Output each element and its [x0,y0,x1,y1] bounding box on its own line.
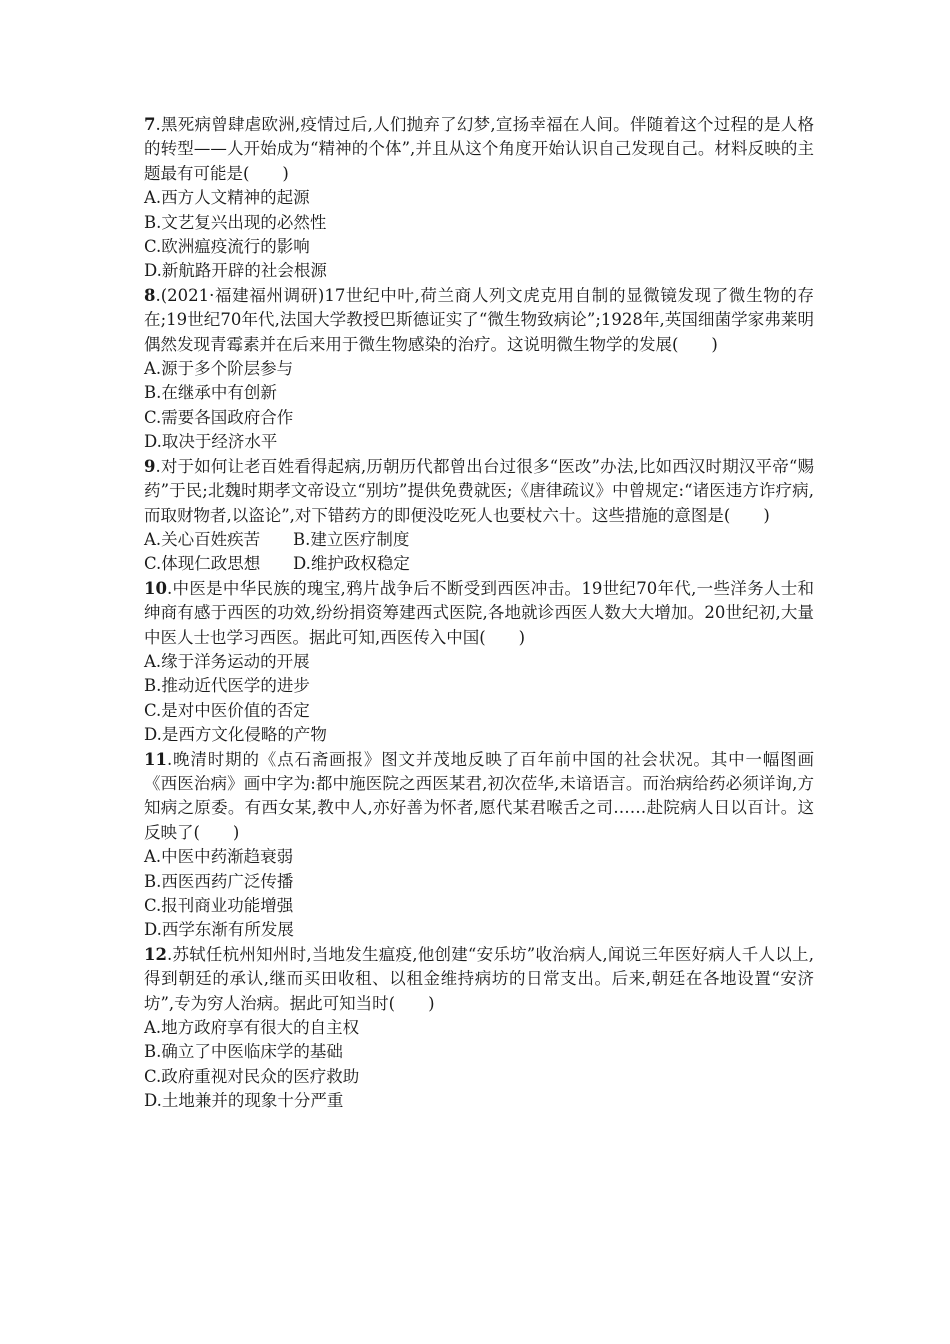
question-7 [144,113,814,284]
question-text: .对于如何让老百姓看得起病,历朝历代都曾出台过很多“医改”办法,比如西汉时期汉平帝“赐药”于民;北魏时期孝文帝设立“别坊”提供免费就医;《唐律疏议》中曾规定:“诸医违方诈疗病,而取财物者,以盗论”,对下错药方的即便没吃死人也要杖六十。这些措施的意图是( ) [144,456,814,525]
question-number: 9 [144,456,156,476]
option-b: B.文艺复兴出现的必然性 [144,212,327,232]
option-d: D.是西方文化侵略的产物 [144,725,327,745]
question-text: .晚清时期的《点石斋画报》图文并茂地反映了百年前中国的社会状况。其中一幅图画《西医治病》画中字为:都中施医院之西医某君,初次莅华,未谙语言。而治病给药必须详询,方知病之原委。有西女某,教中人,亦好善为怀者,愿代某君喉舌之司……赴院病人日以百计。这反映了( ) [144,749,814,842]
question-stem [144,943,814,1016]
option-d: D.土地兼并的现象十分严重 [144,1091,344,1111]
option-b: B.西医西药广泛传播 [144,871,294,891]
option-a: A.地方政府享有很大的自主权 [144,1018,360,1038]
question-stem [144,284,814,357]
question-9 [144,455,814,577]
question-number: 7 [144,115,156,134]
exam-page [144,113,814,1114]
question-number: 11 [144,749,167,769]
question-stem [144,748,814,846]
question-stem [144,455,814,528]
option-row [144,552,814,576]
question-text: .(2021·福建福州调研)17世纪中叶,荷兰商人列文虎克用自制的显微镜发现了微生物的存在;19世纪70年代,法国大学教授巴斯德证实了“微生物致病论”;1928年,英国细菌学家弗莱明偶然发现青霉素并在后来用于微生物感染的治疗。这说明微生物学的发展( ) [144,285,814,354]
option-d: D.取决于经济水平 [144,432,278,452]
option-d: D.西学东渐有所发展 [144,920,294,940]
option-c: C.是对中医价值的否定 [144,700,310,720]
option-c: C.体现仁政思想 [144,554,261,574]
option-a: A.中医中药渐趋衰弱 [144,847,294,867]
question-number: 8 [144,285,156,305]
option-b: B.确立了中医临床学的基础 [144,1042,343,1062]
option-c: C.报刊商业功能增强 [144,896,294,915]
question-stem [144,113,814,186]
option-a: A.关心百姓疾苦 [144,529,261,549]
question-text: .苏轼任杭州知州时,当地发生瘟疫,他创建“安乐坊”收治病人,闻说三年医好病人千人以上,得到朝廷的承认,继而买田收租、以租金维持病坊的日常支出。后来,朝廷在各地设置“安济坊”,专为穷人治病。据此可知当时( ) [144,944,814,1013]
option-c: C.需要各国政府合作 [144,407,294,427]
option-a: A.源于多个阶层参与 [144,359,294,379]
question-text: .中医是中华民族的瑰宝,鸦片战争后不断受到西医冲击。19世纪70年代,一些洋务人士和绅商有感于西医的功效,纷纷捐资筹建西式医院,各地就诊西医人数大大增加。20世纪初,大量中医人士也学习西医。据此可知,西医传入中国( ) [144,578,814,647]
question-number: 12 [144,944,167,964]
question-text: .黑死病曾肆虐欧洲,疫情过后,人们抛弃了幻梦,宣扬幸福在人间。伴随着这个过程的是人格的转型——人开始成为“精神的个体”,并且从这个角度开始认识自己发现自己。材料反映的主题最有可能是( ) [144,115,814,183]
question-10 [144,577,814,748]
option-a: A.缘于洋务运动的开展 [144,651,310,671]
option-a: A.西方人文精神的起源 [144,188,310,208]
option-b: B.在继承中有创新 [144,383,277,403]
question-8 [144,284,814,455]
option-d: D.新航路开辟的社会根源 [144,261,327,281]
option-d: D.维护政权稳定 [293,554,410,574]
question-11 [144,748,814,943]
option-b: B.推动近代医学的进步 [144,676,310,696]
option-row [144,528,814,552]
option-c: C.欧洲瘟疫流行的影响 [144,237,310,257]
option-b: B.建立医疗制度 [293,529,410,549]
option-c: C.政府重视对民众的医疗救助 [144,1066,360,1086]
question-number: 10 [144,578,167,598]
question-stem [144,577,814,650]
question-12 [144,943,814,1114]
